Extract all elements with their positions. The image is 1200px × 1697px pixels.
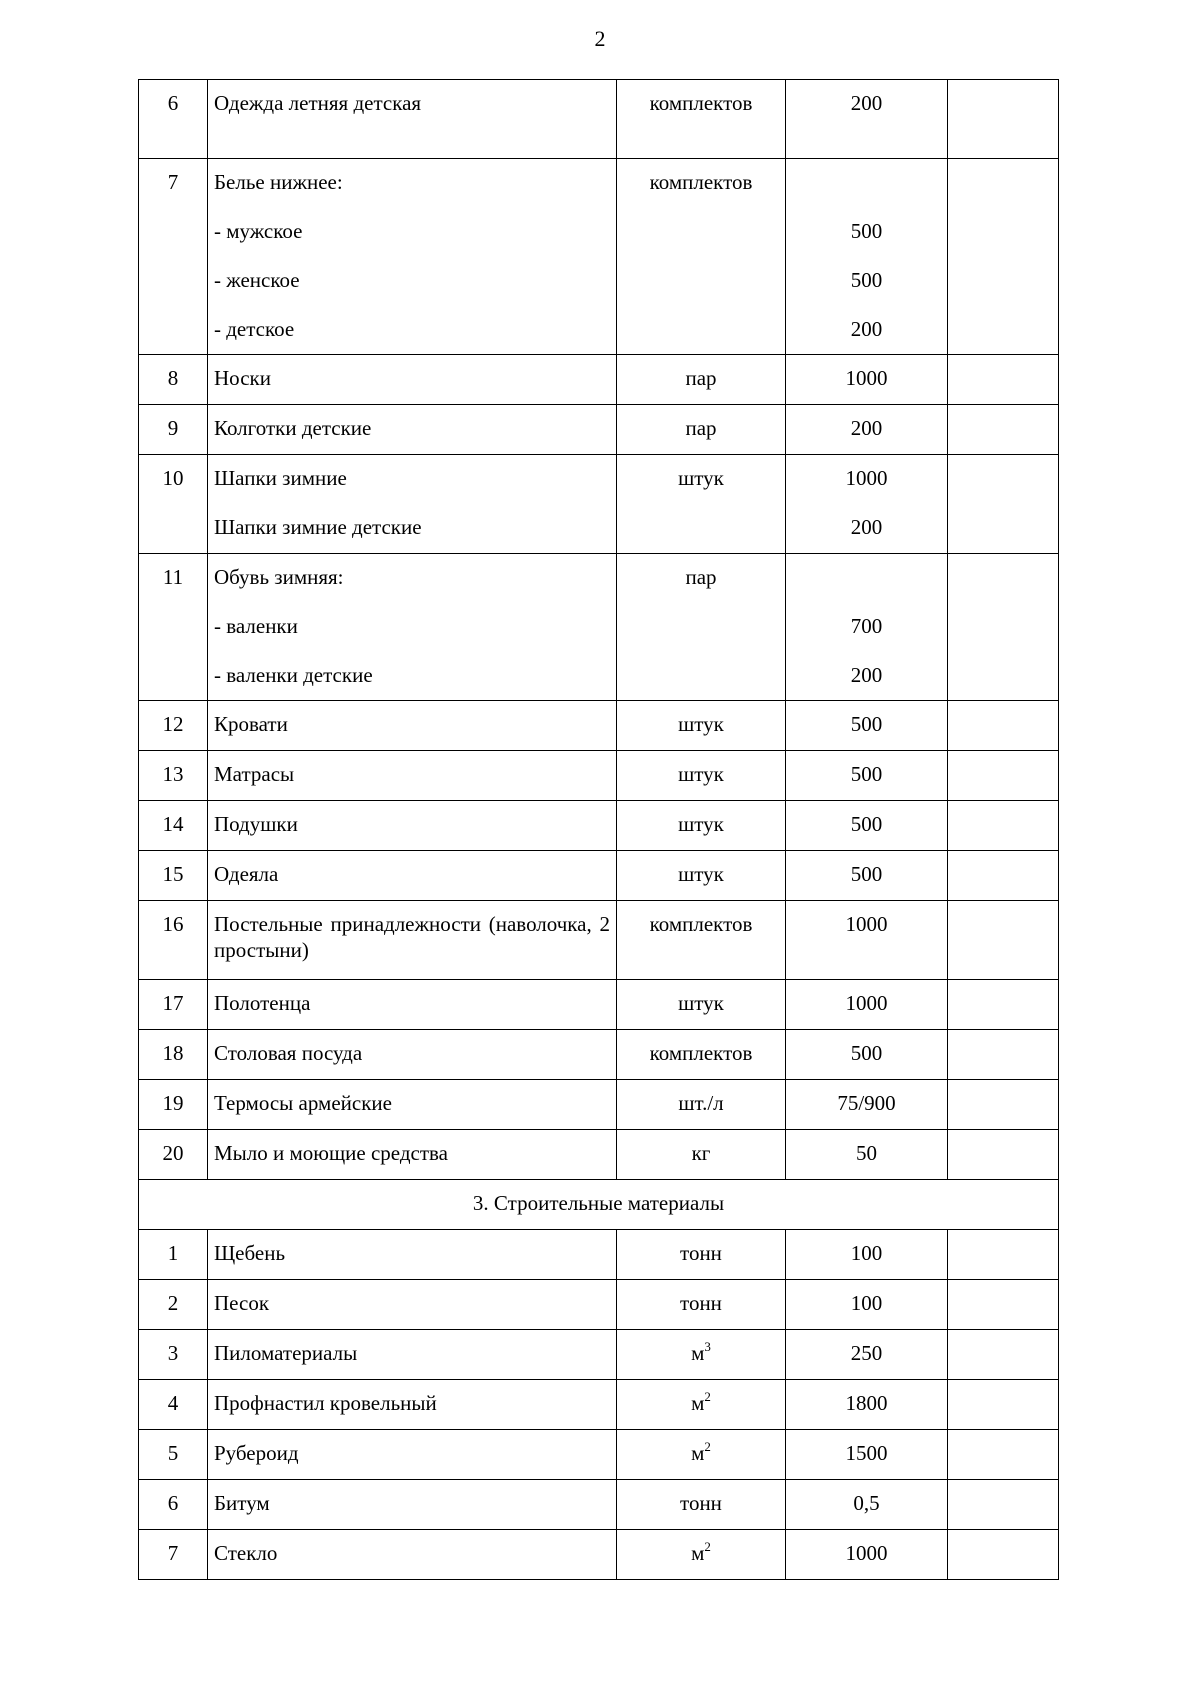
unit-text [617,169,785,195]
row-number-text: 12 [162,712,184,736]
item-name [208,405,617,455]
table-row [139,701,1059,751]
item-name [208,1280,617,1330]
section-header-row [139,1180,1059,1230]
unit-superscript: 3 [704,1339,711,1354]
empty-cell [948,851,1059,901]
unit-text [617,1140,785,1166]
unit-text [617,465,785,491]
item-name [208,1080,617,1130]
empty-cell [948,1280,1059,1330]
empty-cell [948,1330,1059,1380]
unit-text [617,90,785,116]
unit-value: комплектов [649,170,753,194]
quantity [786,1230,948,1280]
item-name [208,851,617,901]
item-name-line: - мужское [214,219,303,243]
item-name [208,701,617,751]
item-name [208,1380,617,1430]
unit-value: м [691,1341,705,1365]
quantity-value: 500 [850,762,883,786]
unit-value: м [691,1541,705,1565]
item-name [208,80,617,159]
item-name [208,751,617,801]
quantity [786,80,948,159]
table-row [139,554,1059,701]
row-number-text: 14 [162,812,184,836]
quantity-value: 100 [850,1291,883,1315]
item-name-line: Щебень [214,1241,286,1265]
unit-of-measure [617,1080,786,1130]
unit-value: пар [685,416,717,440]
table-row [139,1430,1059,1480]
table-row [139,1030,1059,1080]
unit-value: тонн [680,1241,722,1265]
table-row [139,1230,1059,1280]
unit-value: кг [691,1141,711,1165]
item-name-line: Термосы армейские [214,1091,392,1115]
quantity [786,801,948,851]
item-name [208,554,617,701]
unit-text [617,564,785,590]
item-name [208,1430,617,1480]
quantity-value: 500 [850,268,883,292]
row-number-text: 1 [167,1241,179,1265]
table-row [139,901,1059,980]
unit-of-measure [617,980,786,1030]
unit-of-measure [617,554,786,701]
unit-text [617,1340,785,1366]
empty-cell [948,1080,1059,1130]
row-number [139,405,208,455]
quantity [786,1080,948,1130]
unit-text [617,415,785,441]
item-name-line: Подушки [214,812,298,836]
empty-cell [948,751,1059,801]
quantity [786,355,948,405]
item-name-line: Шапки зимние детские [214,515,422,539]
item-name-line: Песок [214,1291,270,1315]
quantity-value: 75/900 [837,1091,896,1115]
unit-value: м [691,1391,705,1415]
item-name-line: - женское [214,268,300,292]
quantity-value: 1500 [845,1441,888,1465]
quantity-value: 1000 [845,466,888,490]
row-number [139,851,208,901]
quantity-value: 250 [850,1341,883,1365]
quantity-value: 200 [850,663,883,687]
quantity-value [786,564,947,590]
item-name [208,901,617,980]
unit-of-measure [617,751,786,801]
item-name-line: Полотенца [214,991,311,1015]
item-name-text: Постельные принадлежности (наволочка, 2 простыни) [214,912,610,962]
empty-cell [948,80,1059,159]
item-name-line: Колготки детские [214,416,372,440]
empty-cell [948,355,1059,405]
row-number-text: 3 [167,1341,179,1365]
unit-superscript: 2 [704,1439,711,1454]
row-number [139,159,208,355]
quantity-value: 50 [856,1141,877,1165]
quantity-value: 0,5 [853,1491,880,1515]
item-name [208,1030,617,1080]
table-row [139,1080,1059,1130]
unit-value: пар [685,565,717,589]
item-name [208,159,617,355]
row-number [139,980,208,1030]
row-number-text: 19 [162,1091,184,1115]
row-number-text: 18 [162,1041,184,1065]
unit-of-measure [617,1330,786,1380]
item-name-line: Профнастил кровельный [214,1391,437,1415]
quantity [786,1480,948,1530]
row-number [139,1480,208,1530]
row-number-text: 2 [167,1291,179,1315]
empty-cell [948,1430,1059,1480]
row-number [139,1130,208,1180]
item-name-line: Кровати [214,712,288,736]
row-number [139,554,208,701]
quantity [786,851,948,901]
quantity-value: 1000 [845,1541,888,1565]
quantity-value [786,169,947,195]
quantity [786,159,948,355]
empty-cell [948,701,1059,751]
quantity-value: 200 [850,91,883,115]
quantity-value: 1000 [845,912,888,936]
unit-text [617,761,785,787]
quantity [786,405,948,455]
item-name-line: Битум [214,1491,270,1515]
table-row [139,1530,1059,1580]
unit-of-measure [617,1030,786,1080]
item-name-line: - валенки детские [214,663,373,687]
unit-value: штук [678,712,724,736]
unit-value: комплектов [649,91,753,115]
unit-value: тонн [680,1291,722,1315]
table-row [139,1380,1059,1430]
quantity [786,1380,948,1430]
item-name-line: Рубероид [214,1441,299,1465]
unit-of-measure [617,901,786,980]
row-number [139,801,208,851]
unit-value: комплектов [649,1041,753,1065]
row-number [139,1280,208,1330]
unit-text [617,861,785,887]
item-name-line: - валенки [214,614,298,638]
row-number [139,1030,208,1080]
quantity [786,1430,948,1480]
unit-value: комплектов [649,912,753,936]
quantity-value: 700 [850,614,883,638]
empty-cell [948,1480,1059,1530]
unit-text [617,1390,785,1416]
quantity [786,1280,948,1330]
item-name-line: Белье нижнее: [214,170,343,194]
table-row [139,801,1059,851]
empty-cell [948,1130,1059,1180]
unit-superscript: 2 [704,1539,711,1554]
item-name-line: Мыло и моющие средства [214,1141,448,1165]
table-row [139,80,1059,159]
unit-value: штук [678,466,724,490]
unit-text [617,911,785,937]
unit-value: м [691,1441,705,1465]
quantity [786,554,948,701]
table-row [139,1480,1059,1530]
unit-of-measure [617,80,786,159]
table-row [139,1280,1059,1330]
unit-of-measure [617,851,786,901]
item-name [208,455,617,554]
table-row [139,851,1059,901]
row-number [139,355,208,405]
quantity [786,980,948,1030]
empty-cell [948,1530,1059,1580]
row-number [139,701,208,751]
unit-text [617,1290,785,1316]
row-number-text: 16 [162,912,184,936]
row-number-text: 13 [162,762,184,786]
item-name-line: Пиломатериалы [214,1341,358,1365]
quantity-value: 500 [850,812,883,836]
item-name-line: Одеяла [214,862,279,886]
supplies-table-body [139,80,1059,1580]
quantity [786,1130,948,1180]
unit-text [617,1540,785,1566]
supplies-table [138,79,1059,1580]
table-row [139,1330,1059,1380]
item-name-line: Столовая посуда [214,1041,363,1065]
quantity-value: 1000 [845,366,888,390]
table-row [139,355,1059,405]
quantity [786,1530,948,1580]
row-number [139,455,208,554]
item-name-line: Матрасы [214,762,295,786]
unit-of-measure [617,1280,786,1330]
row-number-text: 10 [162,466,184,490]
quantity-value: 200 [850,416,883,440]
quantity-value: 1800 [845,1391,888,1415]
row-number [139,1380,208,1430]
item-name [208,1480,617,1530]
item-name-line: Стекло [214,1541,278,1565]
row-number [139,1330,208,1380]
empty-cell [948,980,1059,1030]
quantity-value: 200 [850,515,883,539]
quantity-value: 500 [850,1041,883,1065]
item-name-line: Одежда летняя детская [214,91,422,115]
unit-of-measure [617,1480,786,1530]
section-title [139,1180,1059,1230]
unit-text [617,1090,785,1116]
row-number-text: 6 [167,1491,179,1515]
empty-cell [948,1380,1059,1430]
row-number-text: 20 [162,1141,184,1165]
unit-of-measure [617,355,786,405]
unit-superscript: 2 [704,1389,711,1404]
quantity-value: 500 [850,219,883,243]
unit-text [617,1040,785,1066]
item-name [208,1330,617,1380]
quantity-value: 500 [850,712,883,736]
table-row [139,455,1059,554]
page-number: 2 [594,26,606,51]
row-number-text: 4 [167,1391,179,1415]
empty-cell [948,554,1059,701]
empty-cell [948,405,1059,455]
row-number [139,1080,208,1130]
unit-text [617,365,785,391]
unit-of-measure [617,159,786,355]
row-number-text: 6 [167,91,179,115]
row-number-text: 9 [167,416,179,440]
unit-text [617,1440,785,1466]
quantity-value: 100 [850,1241,883,1265]
table-row [139,980,1059,1030]
item-name [208,1230,617,1280]
empty-cell [948,801,1059,851]
row-number [139,1430,208,1480]
unit-text [617,811,785,837]
item-name-line: Шапки зимние [214,466,347,490]
row-number-text: 7 [167,170,179,194]
item-name [208,801,617,851]
quantity-value: 1000 [845,991,888,1015]
unit-of-measure [617,1130,786,1180]
row-number-text: 5 [167,1441,179,1465]
table-row [139,405,1059,455]
empty-cell [948,455,1059,554]
quantity [786,1030,948,1080]
item-name-line: Носки [214,366,271,390]
unit-value: шт./л [678,1091,724,1115]
item-name-line: Обувь зимняя: [214,565,344,589]
row-number [139,901,208,980]
quantity [786,901,948,980]
section-title-text: 3. Строительные материалы [472,1191,725,1215]
row-number [139,80,208,159]
unit-of-measure [617,1530,786,1580]
unit-of-measure [617,405,786,455]
unit-value: штук [678,991,724,1015]
unit-of-measure [617,1430,786,1480]
unit-text [617,990,785,1016]
empty-cell [948,1230,1059,1280]
item-name [208,1130,617,1180]
unit-text [617,1240,785,1266]
item-name [208,355,617,405]
unit-value: штук [678,812,724,836]
row-number [139,1230,208,1280]
quantity-value: 200 [850,317,883,341]
table-row [139,159,1059,355]
row-number-text: 8 [167,366,179,390]
unit-text [617,1490,785,1516]
unit-of-measure [617,1230,786,1280]
unit-of-measure [617,1380,786,1430]
quantity [786,455,948,554]
item-name-line: - детское [214,317,295,341]
unit-value: тонн [680,1491,722,1515]
empty-cell [948,1030,1059,1080]
quantity-value: 500 [850,862,883,886]
unit-value: пар [685,366,717,390]
unit-of-measure [617,801,786,851]
unit-value: штук [678,762,724,786]
row-number-text: 15 [162,862,184,886]
empty-cell [948,159,1059,355]
unit-value: штук [678,862,724,886]
item-name [208,980,617,1030]
empty-cell [948,901,1059,980]
row-number-text: 7 [167,1541,179,1565]
unit-text [617,711,785,737]
unit-of-measure [617,701,786,751]
row-number-text: 11 [162,565,184,589]
item-name [208,1530,617,1580]
quantity [786,751,948,801]
row-number [139,1530,208,1580]
row-number [139,751,208,801]
row-number-text: 17 [162,991,184,1015]
table-row [139,751,1059,801]
table-row [139,1130,1059,1180]
unit-of-measure [617,455,786,554]
quantity [786,701,948,751]
quantity [786,1330,948,1380]
